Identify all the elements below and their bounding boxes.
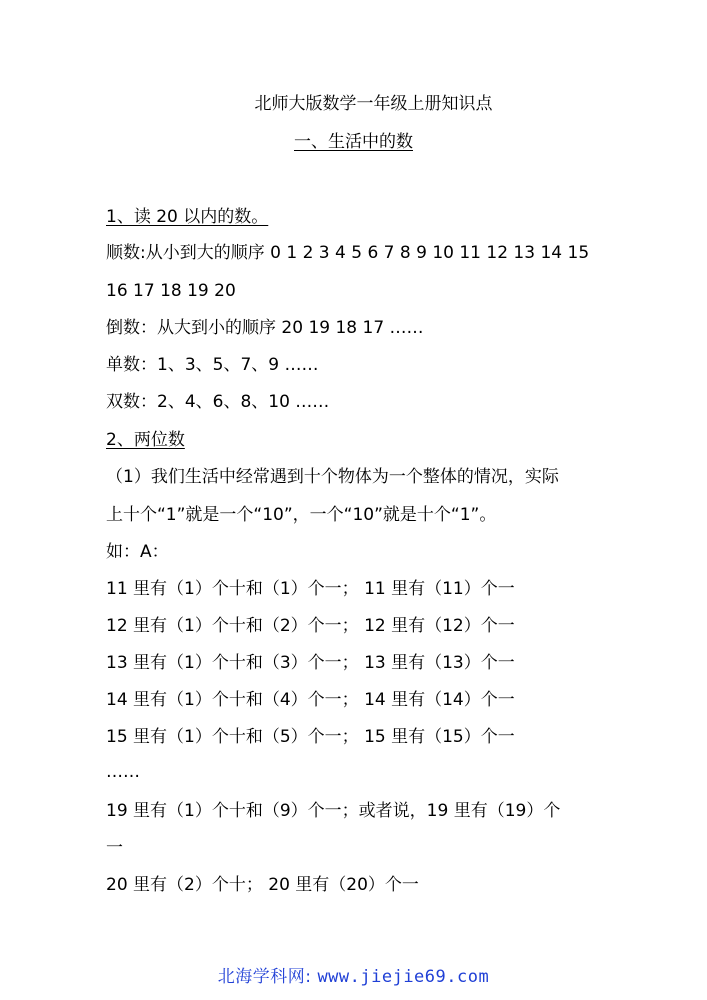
text-line: 16 17 18 19 20: [106, 281, 236, 301]
text-line: 上十个“1”就是一个“10”，一个“10”就是十个“1”。: [106, 505, 497, 525]
text-line: （1）我们生活中经常遇到十个物体为一个整体的情况，实际: [106, 467, 559, 487]
section-title-text: 一、生活中的数: [294, 132, 413, 152]
text-line: 双数：2、4、6、8、10 ……: [106, 392, 330, 412]
footer-url-link[interactable]: www.jiejie69.com: [317, 967, 490, 987]
footer: [0, 965, 707, 989]
document-title: 北师大版数学一年级上册知识点: [254, 94, 493, 114]
text-line: 倒数：从大到小的顺序 20 19 18 17 ……: [106, 318, 424, 338]
text-line: 14 里有（1）个十和（4）个一； 14 里有（14）个一: [106, 690, 515, 710]
text-line: 12 里有（1）个十和（2）个一； 12 里有（12）个一: [106, 616, 515, 636]
heading-read-numbers: 1、读 20 以内的数。: [106, 207, 269, 227]
text-line: 20 里有（2）个十； 20 里有（20）个一: [106, 875, 419, 895]
heading-two-digit-numbers: 2、两位数: [106, 430, 185, 450]
section-title: [0, 130, 707, 154]
text-line: 15 里有（1）个十和（5）个一； 15 里有（15）个一: [106, 727, 515, 747]
text-line: 如：A：: [106, 542, 169, 562]
text-line: 11 里有（1）个十和（1）个一； 11 里有（11）个一: [106, 579, 515, 599]
text-line: 一: [106, 838, 123, 858]
text-line: 单数：1、3、5、7、9 ……: [106, 355, 319, 375]
text-line: 19 里有（1）个十和（9）个一；或者说，19 里有（19）个: [106, 801, 561, 821]
text-line: ……: [106, 762, 140, 782]
text-line: 13 里有（1）个十和（3）个一； 13 里有（13）个一: [106, 653, 515, 673]
text-line: 顺数:从小到大的顺序 0 1 2 3 4 5 6 7 8 9 10 11 12 13 14 15: [106, 243, 590, 263]
footer-site-name: 北海学科网:: [217, 967, 312, 987]
